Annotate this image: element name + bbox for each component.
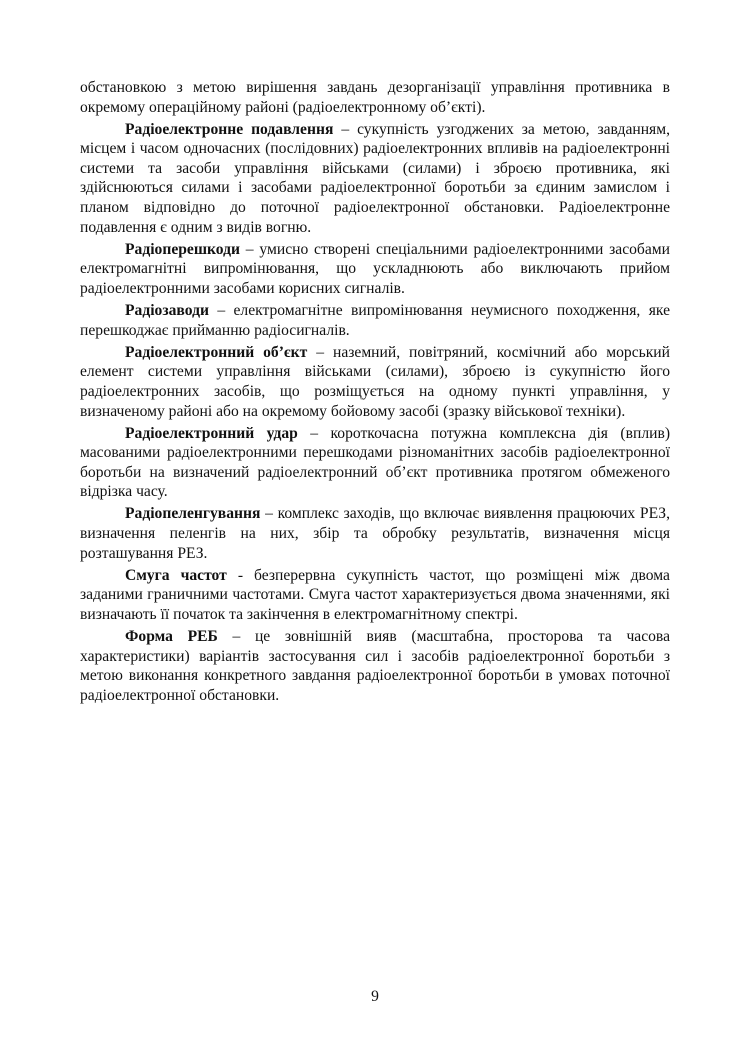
definition-term: Форма РЕБ (125, 628, 218, 646)
definition-direction-finding (80, 504, 670, 563)
definition-text: – електромагнітне випромінювання неумисного походження, яке перешкоджає прийманню радіосигналів. (80, 302, 670, 339)
definition-term: Радіопеленгування (125, 505, 261, 523)
definition-text: – сукупність узгоджених за метою, завданням, місцем і часом одночасних (послідовних) радіоелектронних впливів на радіоелектронні системи та засоби управління військами (силами) і зброєю противника, які здійснюються силами і засобами радіоелектронної боротьби за єдиним замислом і планом відповідно до поточної радіоелектронної обстановки. Радіоелектронне подавлення є одним з видів вогню. (80, 120, 670, 236)
definition-text: – наземний, повітряний, космічний або морський елемент системи управління військами (силами), зброєю із сукупністю його радіоелектронних засобів, що розміщується на одному пункті управління, у визначеному районі або на окремому бойовому засобі (зразку військової техніки). (80, 343, 671, 420)
definition-ew-form (80, 627, 670, 705)
definition-term: Радіоелектронний об’єкт (125, 343, 308, 361)
definition-text: – це зовнішній вияв (масштабна, просторова та часова характеристики) варіантів застосування сил і засобів радіоелектронної боротьби з метою виконання конкретного завдання радіоелектронної боротьби в умовах поточної радіоелектронної обстановки. (80, 628, 670, 704)
definition-text: – комплекс заходів, що включає виявлення працюючих РЕЗ, визначення пеленгів на них, збір та обробку результатів, визначення місця розташування РЕЗ. (80, 505, 670, 562)
definition-radio-jamming (80, 240, 670, 299)
definition-electronic-suppression (80, 120, 670, 238)
definition-term: Радіоелектронне подавлення (125, 120, 334, 138)
page-body (80, 78, 670, 708)
definition-text: - безперервна сукупність частот, що розміщені між двома заданими граничними частотами. Смуга частот характеризується двома значеннями, які визначають її початок та закінчення в електромагнітному спектрі. (80, 566, 670, 623)
definition-frequency-band (80, 566, 670, 625)
paragraph-continuation (80, 78, 670, 117)
definition-text: – короткочасна потужна комплексна дія (вплив) масованими радіоелектронними перешкодами різноманітних засобів радіоелектронної боротьби на визначений радіоелектронний об’єкт противника протягом обмеженого відрізка часу. (80, 424, 671, 501)
definition-term: Радіоелектронний удар (125, 424, 298, 442)
paragraph-text: обстановкою з метою вирішення завдань дезорганізації управління противника в окремому операційному районі (радіоелектронному об’єкті). (80, 79, 670, 116)
definition-electronic-strike (80, 424, 670, 502)
page-number: 9 (371, 988, 379, 1005)
definition-radio-interference (80, 301, 670, 340)
definition-text: – умисно створені спеціальними радіоелектронними засобами електромагнітні випромінювання, що ускладнюють або виключають прийом радіоелектронними засобами корисних сигналів. (80, 240, 670, 297)
definition-term: Радіозаводи (125, 302, 209, 320)
definition-term: Радіоперешкоди (125, 240, 241, 258)
definition-electronic-object (80, 343, 670, 421)
definition-term: Смуга частот (125, 566, 227, 584)
